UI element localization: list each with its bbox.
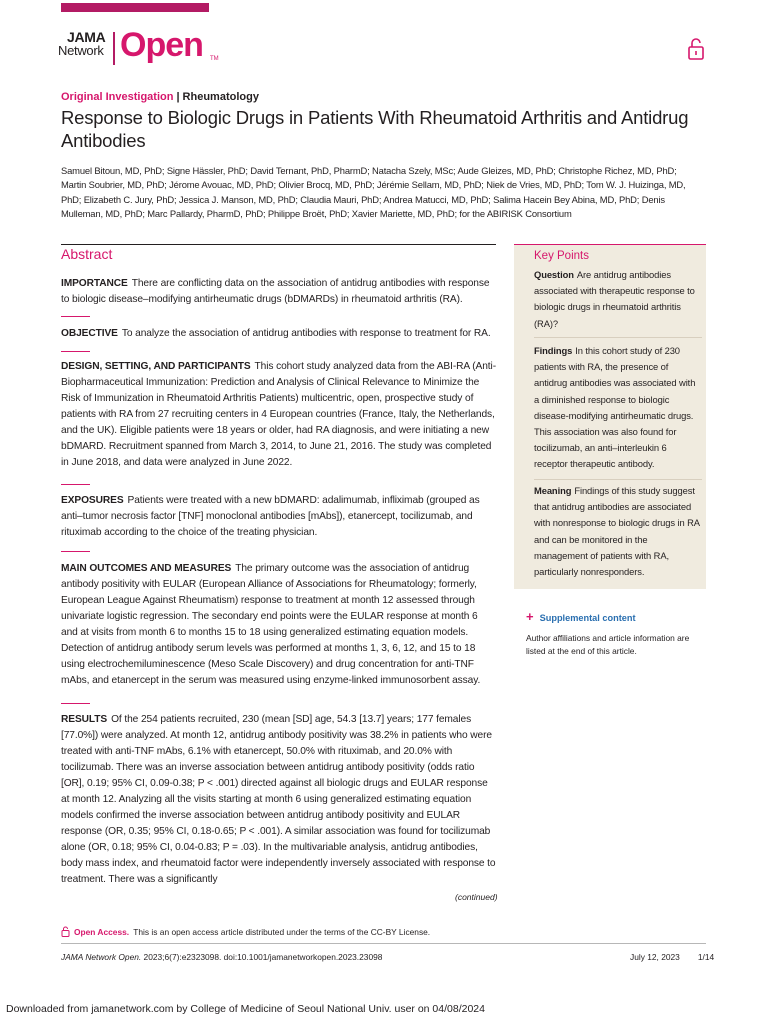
section-label: DESIGN, SETTING, AND PARTICIPANTS xyxy=(61,361,251,372)
plus-icon: + xyxy=(526,609,534,624)
abstract-importance xyxy=(61,276,496,308)
key-point-divider xyxy=(534,479,702,480)
logo-open-text: Open xyxy=(120,26,203,64)
section-label: RESULTS xyxy=(61,714,108,725)
footer-doi[interactable]: 2023;6(7):e2323098. doi:10.1001/jamanetworkopen.2023.23098 xyxy=(143,952,383,962)
abstract-design xyxy=(61,359,496,471)
download-notice: Downloaded from jamanetwork.com by College of Medicine of Seoul National Univ. user on 04/08/2024 xyxy=(6,1003,485,1015)
abstract-top-rule xyxy=(61,244,496,245)
open-access-lock-icon xyxy=(686,36,706,62)
footer-citation xyxy=(61,952,382,962)
key-points-heading: Key Points xyxy=(534,250,589,262)
continued-note: (continued) xyxy=(455,892,498,902)
abstract-heading: Abstract xyxy=(61,246,113,262)
key-point-label: Meaning xyxy=(534,485,572,496)
supplemental-content-link[interactable] xyxy=(526,609,636,624)
footer-date: July 12, 2023 xyxy=(630,952,680,962)
key-point-label: Question xyxy=(534,269,574,280)
article-type-line xyxy=(61,91,259,103)
abstract-results xyxy=(61,712,496,888)
article-section: Rheumatology xyxy=(182,91,259,103)
logo-divider xyxy=(113,32,115,65)
section-text: Of the 254 patients recruited, 230 (mean [SD] age, 54.3 [13.7] years; 177 females [77.0%]) were analyzed. At month 12, antidrug antibody positivity was 38.2% in patients who were treated with anti-TNF mAbs, 6.1% with etanercept, 50.0% with rituximab, and 20.0% with tocilizumab. There was an inverse association between antidrug antibody positivity (odds ratio [OR], 0.19; 95% CI, 0.09-0.38; P < .001) directed against all biologic drugs and EULAR response at month 12. Analyzing all the visits starting at month 6 using generalized estimating equation models confirmed the inverse association between antidrug antibody positivity and EULAR response (OR, 0.35; 95% CI, 0.18-0.65; P < .001). A similar association was found for tocilizumab alone (OR, 0.18; 95% CI, 0.04-0.83; P = .03). In the multivariable analysis, antidrug antibodies, body mass index, and rheumatoid factor were independently inversely associated with response to treatment. There was a significantly xyxy=(61,714,496,885)
open-access-label[interactable]: Open Access. xyxy=(74,927,130,937)
footer-rule xyxy=(61,943,706,944)
section-label: EXPOSURES xyxy=(61,495,124,506)
section-label: IMPORTANCE xyxy=(61,278,128,289)
section-divider xyxy=(61,551,90,552)
logo-network-text: Network xyxy=(58,43,104,58)
supplemental-content-label: Supplemental content xyxy=(539,613,636,623)
affiliations-note: Author affiliations and article information are listed at the end of this article. xyxy=(526,633,690,656)
open-access-icon xyxy=(61,926,70,937)
footer-date-page xyxy=(630,952,714,962)
section-text: There are conflicting data on the association of antidrug antibodies with response to biologic disease–modifying antirheumatic drugs (bDMARDs) in rheumatoid arthritis (RA). xyxy=(61,278,490,305)
key-point-question xyxy=(534,267,702,332)
section-divider xyxy=(61,484,90,485)
abstract-main-outcomes xyxy=(61,561,496,689)
article-type: Original Investigation xyxy=(61,91,174,103)
logo-jama-text: JAMA xyxy=(67,29,106,45)
author-list: Samuel Bitoun, MD, PhD; Signe Hässler, PhD; David Ternant, PhD, PharmD; Natacha Szely, MSc; Aude Gleizes, MD, PhD; Christophe Richez, MD, PhD; Martin Soubrier, MD, PhD; Jérome Avouac, MD, PhD; Olivier Brocq, MD, PhD; Jérémie Sellam, MD, PhD; Niek de Vries, MD, PhD; Tom W. J. Huizinga, MD, PhD; Elizabeth C. Jury, PhD; Jessica J. Manson, MD, PhD; Claudia Mauri, PhD; Andrea Matucci, MD, PhD; Salima Hacein Bey Abina, MD, PhD; Denis Mulleman, MD, PhD; Marc Pallardy, PharmD, PhD; Philippe Broët, PhD; Xavier Mariette, MD, PhD; for the ABIRISK Consortium xyxy=(61,165,686,220)
section-label: OBJECTIVE xyxy=(61,328,118,339)
section-text: The primary outcome was the association of antidrug antibody positivity with EULAR (European Alliance of Associations for Rheumatology; formerly, European League Against Rheumatism) response to treatment at month 12 assessed through univariate logistic regression. The secondary end points were the EULAR response at month 6 and at visits from month 6 to months 15 to 18 using generalized estimating equation models. Detection of antidrug antibody serum levels was performed at months 1, 3, 6, 12, and 15 to 18 using electrochemiluminescence (Meso Scale Discovery) and drug concentration for anti-TNF mAbs, and etanercept in the serum was measured using enzyme-linked immunosorbent assay. xyxy=(61,563,481,686)
key-point-text: In this cohort study of 230 patients with RA, the presence of antidrug antibodies was associated with a diminished response to biologic disease-modifying antirheumatic drugs. This association was also found for tocilizumab, an anti–interleukin 6 receptor therapeutic antibody. xyxy=(534,345,696,470)
key-point-label: Findings xyxy=(534,345,573,356)
section-text: To analyze the association of antidrug antibodies with response to treatment for RA. xyxy=(121,328,491,339)
article-title: Response to Biologic Drugs in Patients With Rheumatoid Arthritis and Antidrug Antibodies xyxy=(61,107,689,151)
logo-trademark: TM xyxy=(210,56,219,62)
abstract-exposures xyxy=(61,493,496,541)
key-point-text: Are antidrug antibodies associated with therapeutic response to biologic drugs in rheumatoid arthritis (RA)? xyxy=(534,269,695,329)
top-accent-bar xyxy=(61,3,209,12)
section-label: MAIN OUTCOMES AND MEASURES xyxy=(61,563,232,574)
abstract-objective xyxy=(61,326,496,342)
open-access-statement xyxy=(61,926,430,937)
footer-page-number: 1/14 xyxy=(697,952,715,962)
key-point-text: Findings of this study suggest that antidrug antibodies are associated with nonresponse to biologic drugs in RA and can be monitored in the management of patients with RA, particularly nonresponders. xyxy=(534,485,700,578)
section-text: Patients were treated with a new bDMARD: adalimumab, infliximab (grouped as anti–tumor necrosis factor [TNF] monoclonal antibodies [mAbs]), etanercept, tocilizumab, and rituximab according to the choice of the treating physician. xyxy=(61,495,480,538)
section-divider xyxy=(61,703,90,704)
separator: | xyxy=(176,91,180,103)
key-point-findings xyxy=(534,343,702,473)
open-access-text: This is an open access article distributed under the terms of the CC-BY License. xyxy=(133,927,431,937)
key-point-divider xyxy=(534,337,702,338)
footer-journal: JAMA Network Open. xyxy=(61,952,142,962)
key-point-meaning xyxy=(534,483,702,580)
section-divider xyxy=(61,316,90,317)
section-text: This cohort study analyzed data from the ABI-RA (Anti-Biopharmaceutical Immunization: Prediction and Analysis of Clinical Relevance to Minimize the Risk of Immunization in Rheumatoid Arthritis Patients) multicentric, open, prospective study of patients with RA from 27 recruiting centers in 4 European countries (France, Italy, the Netherlands, and the UK). Eligible patients were 18 years or older, had RA diagnosis, and were initiating a new bDMARD. Recruitment spanned from March 3, 2014, to June 21, 2016. The study was completed in June 2018, and data were analyzed in June 2022. xyxy=(61,361,496,468)
section-divider xyxy=(61,351,90,352)
